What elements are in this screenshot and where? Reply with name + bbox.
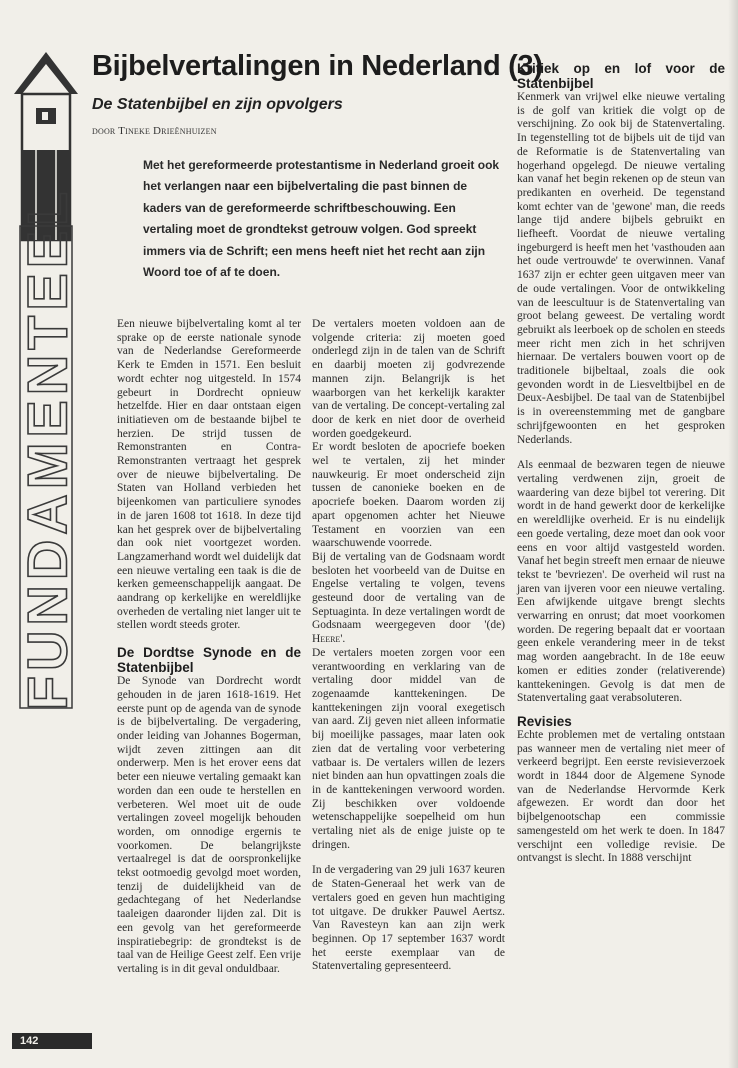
- side-word: FUNDAMENTEEL: [15, 186, 79, 710]
- article-intro: Met het gereformeerde protestantisme in Nederland groeit ook het verlangen naar een bijbelvertaling die past binnen de kaders van de gereformeerde schriftbeschouwing. Een vertaling moet de grondtekst getrouw volgen. God spreekt immers via de Schrift; een mens heeft niet het recht aan zijn Woord toe of af te doen.: [143, 158, 500, 280]
- column-3: [517, 61, 725, 866]
- page-edge-shadow: [728, 0, 738, 1068]
- col2-paragraph-3: [312, 551, 505, 647]
- col3-paragraph-3: Echte problemen met de vertaling ontstaan pas wanneer men de vertaling niet meer of verkeerd begrijpt. Een eerste revisieverzoek wordt in 1844 door de Algemene Synode van de Nederlandse Hervormde Kerk afgewezen. Er wordt dan door het bijbelgenootschap een commissie samengesteld om het werk te doen. In 1847 verschijnt een volledige revisie. De ontvangst is slecht. In 1888 verschijnt: [517, 728, 725, 865]
- col2-p3-end: '.: [340, 633, 346, 646]
- page-number: 142: [12, 1033, 92, 1049]
- author-name: Tineke Drieënhuizen: [118, 125, 217, 137]
- logo-window-pane: [42, 112, 48, 120]
- article-title: Bijbelvertalingen in Nederland (3): [92, 50, 543, 82]
- col2-p3-text: Bij de vertaling van de Godsnaam wordt besloten het voorbeeld van de Duitse en Engelse vertaling te volgen, tevens gesteund door de vertaling van de Septuaginta. In deze vertalingen wordt de Godsnaam weergegeven door '(de): [312, 550, 505, 632]
- col3-paragraph-1: Kenmerk van vrijwel elke nieuwe vertaling is de golf van kritiek die volgt op de verschijning. Zo ook bij de Statenvertaling. In tegenstelling tot de bijbels uit de tijd van de Reformatie is de Statenvertaling van hogerhand opgelegd. De nieuwe vertaling kan vanaf het begin rekenen op de steun van predikanten en overheid. De tegenstand komt echter van de 'gewone' man, die reeds lange tijd andere bijbels gebruikt en liefheeft. Voordat de nieuwe vertaling ingeburgerd is heeft men het 'vasthouden aan het oude vertrouwde' te overwinnen. Vanaf 1637 zijn er echter geen uitgaven meer van de oude vertalingen. Voor de ontwikkeling van de leescultuur is de Statenvertaling van groot belang geweest. De vertaling wordt gebruikt als leerboek op de scholen en steeds meer richt men zich in het schrijven hiernaar. De vertalers bouwen voort op de traditionele bijbeltaal, zoals die ook gevonden wordt in de Liesveltbijbel en de Deux-Aesbijbel. De taal van de Statenbijbel is in overeenstemming met de gangbare schrijfgewoonten en het gesproken Nederlands.: [517, 91, 725, 446]
- article-subtitle: De Statenbijbel en zijn opvolgers: [92, 96, 343, 113]
- col2-paragraph-2: Er wordt besloten de apocriefe boeken wel te vertalen, zij het minder nauwkeurig. Er moet onderscheid zijn tussen de canonieke boeken en de apocriefe boeken. Daarom worden zij apart opgenomen achter het Nieuwe Testament en voorzien van een waarschuwende voorrede.: [312, 441, 505, 550]
- col3-heading-1: Kritiek op en lof voor de Statenbijbel: [517, 61, 725, 91]
- column-1: [117, 318, 301, 977]
- byline-prefix: door: [92, 125, 116, 137]
- col1-paragraph-2: De Synode van Dordrecht wordt gehouden in de jaren 1618-1619. Het eerste punt op de agenda van de synode is de bijbelvertaling. De vergadering, onder leiding van Johannes Bogerman, wijdt zeven zittingen aan dit onderwerp. Men is het erover eens dat beter een nieuwe vertaling gemaakt kan worden dan een oude te herstellen en verbeteren. Wel moet uit de oude vertalingen zoveel mogelijk behouden worden, om onnodige ergernis te voorkomen. De belangrijkste vertaalregel is dat de oorspronkelijke tekst ootmoedig gevolgd moet worden, tenzij de duidelijkheid van de gedachtegang of het Nederlandse taaleigen daaronder lijden zal. Dit is een gevolg van het gereformeerde inspiratiebegrip: de grondtekst is de taal van de Heilige Geest zelf. Een vrije vertaling is in dit geval onduldbaar.: [117, 675, 301, 975]
- col3-paragraph-2: Als eenmaal de bezwaren tegen de nieuwe vertaling verdwenen zijn, groeit de waardering van deze bijbel tot verering. Dit wordt in de hand gewerkt door de kerkelijke en wereldlijke overheid. Er is nu eindelijk een goede vertaling, deze moet dan ook voor eens en voor altijd vastgesteld worden. Vanaf het begin streeft men ernaar de nieuwe tekst te 'bevriezen'. De overheid wil rust na jaren van ijveren voor een nieuwe vertaling. Een afwijkende uitgave brengt slechts verwarring en onrust; dat moet voorkomen worden. De regering bepaalt dat er voortaan geen enkele verandering meer in de tekst mag worden aangebracht. In de 18e eeuw komen er edities zonder (relativerende) kanttekeningen. Gevolg is dat men de Statenvertaling gaat verabsoluteren.: [517, 459, 725, 705]
- godsnaam: Heere: [312, 633, 341, 646]
- byline: [92, 125, 217, 137]
- col2-paragraph-4: De vertalers moeten zorgen voor een verantwoording en verklaring van de vertaling door middel van de zogenaamde kanttekeningen. De kanttekeningen zijn vooral exegetisch van aard. Zij geven niet alleen informatie bij moeilijke passages, maar laten ook zien dat de vertaling voor verbetering vatbaar is. De vertalers willen de lezers niet binden aan hun opvattingen zoals die in de kanttekeningen verwoord worden. Zij beschikken over voldoende wetenschappelijke soepelheid om hun vertaling niet als de enige juiste op te dringen.: [312, 646, 505, 851]
- column-2: [312, 318, 505, 974]
- side-word-wrapper: [15, 186, 79, 710]
- col1-heading: De Dordtse Synode en de Statenbijbel: [117, 645, 301, 676]
- col1-paragraph-1: Een nieuwe bijbelvertaling komt al ter sprake op de eerste nationale synode van de Nederlandse Gereformeerde Kerk te Emden in 1571. Een besluit wordt echter nog uitgesteld. In 1574 gebeurt in Dordrecht opnieuw hetzelfde. Hier en daar ontstaan eigen initiatieven om de bestaande bijbel te herzien. De strijd tussen de Remonstranten en Contra-Remonstranten vertraagt het gesprek over de nieuwe bijbelvertaling. De Staten van Holland verbieden het bijeenkomen van particuliere synodes in de jaren 1608 tot 1618. In deze tijd kan het gesprek over de bijbelvertaling dan ook niet voortgezet worden. Langzamerhand wordt wel duidelijk dat een nieuwe vertaling een taak is die de kerken gemeenschappelijk aangaat. De aandrang op kerkelijke en wereldlijke overheden de vertaling niet langer uit te stellen wordt steeds groter.: [117, 318, 301, 632]
- logo-roof: [14, 52, 78, 94]
- col2-paragraph-5: In de vergadering van 29 juli 1637 keuren de Staten-Generaal het werk van de vertalers goed en geven hun machtiging tot uitgave. De drukker Pauwel Aertsz. Van Ravesteyn kan aan zijn werk beginnen. Op 17 september 1637 wordt het eerste exemplaar van de Statenvertaling gepresenteerd.: [312, 864, 505, 973]
- col2-paragraph-1: De vertalers moeten voldoen aan de volgende criteria: zij moeten goed onderlegd zijn in de talen van de Schrift en daarbij moeten zij godvrezende mannen zijn. Belangrijk is het waarborgen van het kerkelijk karakter van de vertaling. De concept-vertaling zal door de kerk en niet door de overheid worden goedgekeurd.: [312, 318, 505, 440]
- col3-heading-2: Revisies: [517, 713, 572, 729]
